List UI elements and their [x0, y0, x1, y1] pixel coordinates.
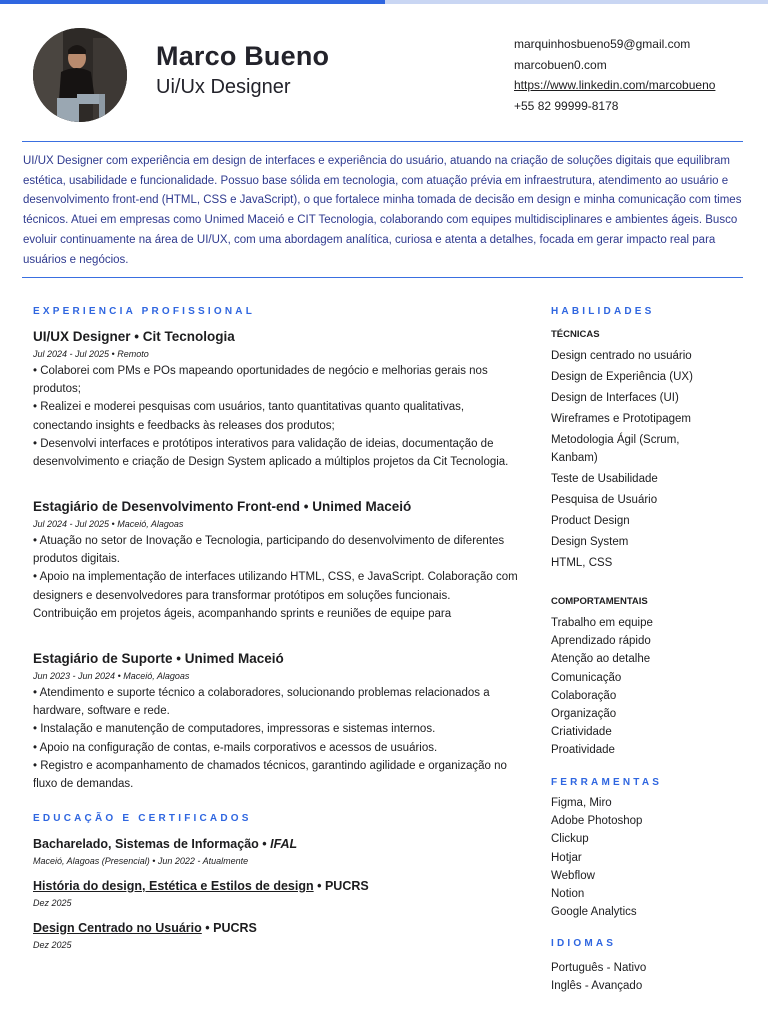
skill-item: Teste de Usabilidade [551, 473, 658, 486]
tools-section-title: FERRAMENTAS [551, 777, 663, 788]
skill-item: Atenção ao detalhe [551, 653, 651, 666]
tools-list [551, 794, 751, 921]
job-bullet: • Atuação no setor de Inovação e Tecnologia, participando do desenvolvimento de diferentes produtos digitais. [33, 535, 505, 566]
education-separator: • [313, 879, 325, 893]
job-title: UI/UX Designer • Cit Tecnologia [33, 329, 235, 344]
job-bullets [33, 532, 523, 636]
language-item: Inglês - Avançado [551, 980, 643, 993]
contact-website[interactable]: marcobuen0.com [514, 57, 607, 72]
contact-phone: +55 82 99999-8178 [514, 99, 619, 114]
skill-item: Wireframes e Prototipagem [551, 413, 691, 425]
behavioral-skills-label: COMPORTAMENTAIS [551, 596, 648, 607]
professional-summary: UI/UX Designer com experiência em design de interfaces e experiência do usuário, atuando na criação de soluções digitais que equilibram estética, usabilidade e funcionalidade. Possuo base sólida em tecnologia, com atuação prévia em infraestrutura, atendimento ao usuário e desenvolvimento front-end (HTML, CSS e JavaScript), o que fortalece minha tomada de decisão em design e minha comunicação com times técnicos. Atuei em empresas como Unimed Maceió e CIT Tecnologia, colaborando com equipes multidisciplinares e ambientes ágeis. Busco evoluir continuamente na área de UI/UX, com uma abordagem analítica, curiosa e atenta a detalhes, focada em gerar impacto real para usuários e negócios. [23, 155, 742, 266]
job-entry-unimed-support [33, 651, 523, 793]
skill-item: Aprendizado rápido [551, 635, 651, 648]
divider-top [22, 141, 743, 142]
education-meta: Dez 2025 [33, 898, 72, 908]
skill-item: Criatividade [551, 726, 612, 739]
skill-item: Design System [551, 536, 629, 549]
job-entry-unimed-frontend [33, 499, 523, 636]
profile-photo [33, 28, 127, 122]
skill-item: Metodologia Ágil (Scrum, Kanbam) [551, 434, 680, 465]
job-bullets [33, 362, 523, 474]
tool-item: Hotjar [551, 851, 582, 864]
skill-item: Design de Experiência (UX) [551, 371, 693, 383]
tool-item: Notion [551, 888, 585, 901]
behavioral-skills [551, 596, 751, 760]
job-bullet: • Apoio na implementação de interfaces utilizando HTML, CSS, e JavaScript. Colaboração com designers e desenvolvedores para transformar protótipos em soluções funcionais. [33, 571, 518, 602]
candidate-role: Ui/Ux Designer [156, 76, 291, 98]
tool-item: Adobe Photoshop [551, 815, 643, 828]
job-bullet: • Colaborei com PMs e POs mapeando oportunidades de negócio e melhorias gerais nos produtos; [33, 365, 488, 396]
education-title [33, 879, 503, 893]
job-meta: Jul 2024 - Jul 2025 • Maceió, Alagoas [33, 519, 184, 529]
top-accent-bar-fill [0, 0, 385, 4]
education-title [33, 921, 503, 935]
job-bullet: • Instalação e manutenção de computadores, impressoras e sistemas internos. [33, 723, 436, 736]
tool-item: Clickup [551, 833, 589, 846]
skill-item: Design de Interfaces (UI) [551, 392, 679, 404]
contact-linkedin-link[interactable]: https://www.linkedin.com/marcobueno [514, 78, 716, 93]
job-meta: Jun 2023 - Jun 2024 • Maceió, Alagoas [33, 671, 190, 681]
language-item: Português - Nativo [551, 962, 647, 974]
education-meta: Maceió, Alagoas (Presencial) • Jun 2022 - Atualmente [33, 856, 249, 866]
job-bullet: • Realizei e moderei pesquisas com usuários, tanto quantitativas quanto qualitativas, conectando insights e feedbacks às releases dos produtos; [33, 401, 465, 432]
skill-item: Organização [551, 708, 617, 721]
education-section-title: EDUCAÇÃO E CERTIFICADOS [33, 813, 252, 824]
job-title: Estagiário de Desenvolvimento Front-end • Unimed Maceió [33, 499, 412, 514]
job-bullet: • Apoio na configuração de contas, e-mails corporativos e acessos de usuários. [33, 741, 438, 754]
skills-section-title: HABILIDADES [551, 306, 655, 317]
skill-item: Proatividade [551, 744, 615, 757]
tool-item: Webflow [551, 869, 595, 882]
technical-skills-list [551, 347, 721, 572]
education-course-link[interactable]: Design Centrado no Usuário [33, 921, 202, 935]
skill-item: Product Design [551, 515, 630, 528]
contact-block [514, 34, 715, 117]
job-bullet: • Registro e acompanhamento de chamados técnicos, garantindo agilidade e organização no fluxo de demandas. [33, 759, 507, 791]
education-school: IFAL [270, 837, 298, 851]
education-separator: • [201, 921, 214, 935]
job-meta: Jul 2024 - Jul 2025 • Remoto [33, 349, 149, 359]
education-meta: Dez 2025 [33, 940, 72, 950]
languages-list [551, 959, 751, 995]
education-item [33, 921, 503, 950]
education-school: PUCRS [324, 879, 369, 893]
behavioral-skills-list [551, 614, 751, 760]
education-title [33, 837, 503, 851]
job-bullets [33, 684, 523, 793]
skill-item: Trabalho em equipe [551, 617, 653, 629]
candidate-name: Marco Bueno [156, 41, 330, 71]
skill-item: HTML, CSS [551, 557, 613, 570]
top-accent-bar [0, 0, 768, 4]
contact-email[interactable]: marquinhosbueno59@gmail.com [514, 37, 691, 51]
profile-photo-image [33, 28, 127, 122]
education-item [33, 837, 503, 866]
job-bullet: • Atendimento e suporte técnico a colaboradores, solucionando problemas relacionados a hardware, software e rede. [33, 687, 490, 718]
education-item [33, 879, 503, 908]
job-bullet: • Desenvolvi interfaces e protótipos interativos para validação de ideias, documentação de desenvolvimento e criação de Design System aplicado a múltiplos projetos da Cit Tecnologia. [33, 437, 509, 469]
job-bullet: Contribuição em projetos ágeis, acompanhando sprints e reuniões de equipe para [33, 607, 452, 620]
technical-skills-label: TÉCNICAS [551, 329, 600, 340]
tool-item: Figma, Miro [551, 797, 612, 809]
skill-item: Colaboração [551, 689, 617, 702]
languages-section-title: IDIOMAS [551, 938, 617, 949]
experience-section-title: EXPERIENCIA PROFISSIONAL [33, 306, 256, 317]
tool-item: Google Analytics [551, 906, 637, 919]
divider-bottom [22, 277, 743, 278]
education-school: PUCRS [213, 921, 257, 935]
job-entry-cit [33, 329, 523, 474]
skill-item: Design centrado no usuário [551, 350, 692, 362]
technical-skills [551, 329, 751, 572]
education-separator: • [258, 837, 271, 851]
job-title: Estagiário de Suporte • Unimed Maceió [33, 651, 284, 666]
skill-item: Pesquisa de Usuário [551, 494, 658, 507]
education-course-link[interactable]: História do design, Estética e Estilos de design [33, 879, 314, 893]
education-course: Bacharelado, Sistemas de Informação [33, 837, 259, 851]
skill-item: Comunicação [551, 671, 622, 684]
